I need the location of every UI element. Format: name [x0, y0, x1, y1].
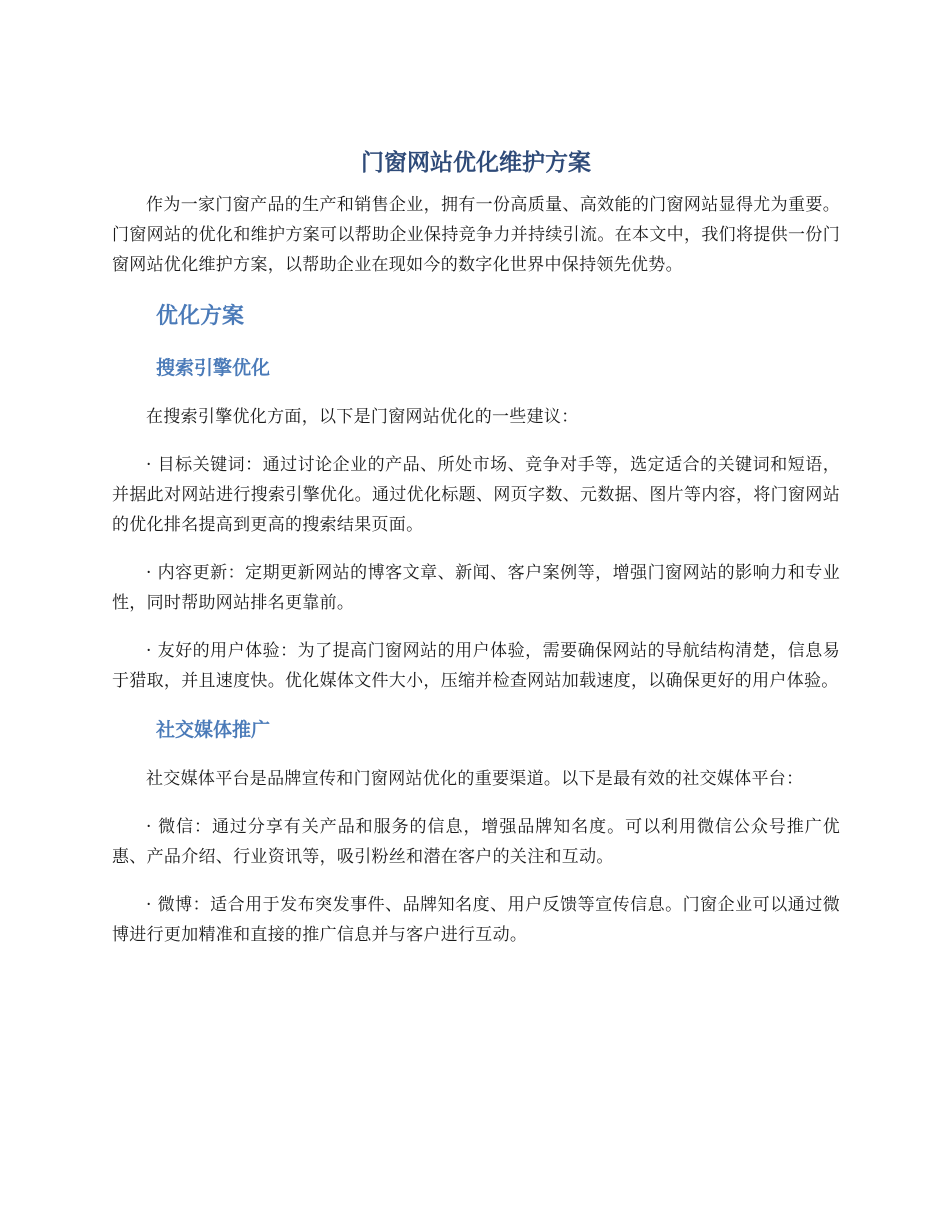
intro-paragraph: 作为一家门窗产品的生产和销售企业，拥有一份高质量、高效能的门窗网站显得尤为重要。门窗网站的优化和维护方案可以帮助企业保持竞争力并持续引流。在本文中，我们将提供一份门窗网站优化维护方案，以帮助企业在现如今的数字化世界中保持领先优势。 [112, 195, 840, 275]
seo-item-keywords: · 目标关键词：通过讨论企业的产品、所处市场、竞争对手等，选定适合的关键词和短语，并据此对网站进行搜索引擎优化。通过优化标题、网页字数、元数据、图片等内容，将门窗网站的优化排名提高到更高的搜索结果页面。 [112, 455, 840, 535]
social-item-wechat: · 微信：通过分享有关产品和服务的信息，增强品牌知名度。可以利用微信公众号推广优惠、产品介绍、行业资讯等，吸引粉丝和潜在客户的关注和互动。 [112, 817, 840, 867]
subheading-social-media: 社交媒体推广 [156, 719, 271, 741]
social-lead-paragraph: 社交媒体平台是品牌宣传和门窗网站优化的重要渠道。以下是最有效的社交媒体平台： [146, 769, 804, 789]
subheading-seo: 搜索引擎优化 [156, 357, 271, 379]
seo-item-user-experience: · 友好的用户体验：为了提高门窗网站的用户体验，需要确保网站的导航结构清楚，信息易于猎取，并且速度快。优化媒体文件大小，压缩并检查网站加载速度，以确保更好的用户体验。 [112, 641, 840, 691]
document-page [112, 148, 840, 968]
section-heading-optimization-plan: 优化方案 [156, 304, 245, 329]
seo-lead-paragraph: 在搜索引擎优化方面，以下是门窗网站优化的一些建议： [146, 407, 579, 427]
social-item-weibo: · 微博：适合用于发布突发事件、品牌知名度、用户反馈等宣传信息。门窗企业可以通过微博进行更加精准和直接的推广信息并与客户进行互动。 [112, 895, 840, 945]
seo-item-content-update: · 内容更新：定期更新网站的博客文章、新闻、客户案例等，增强门窗网站的影响力和专业性，同时帮助网站排名更靠前。 [112, 563, 840, 613]
document-title: 门窗网站优化维护方案 [361, 150, 591, 176]
